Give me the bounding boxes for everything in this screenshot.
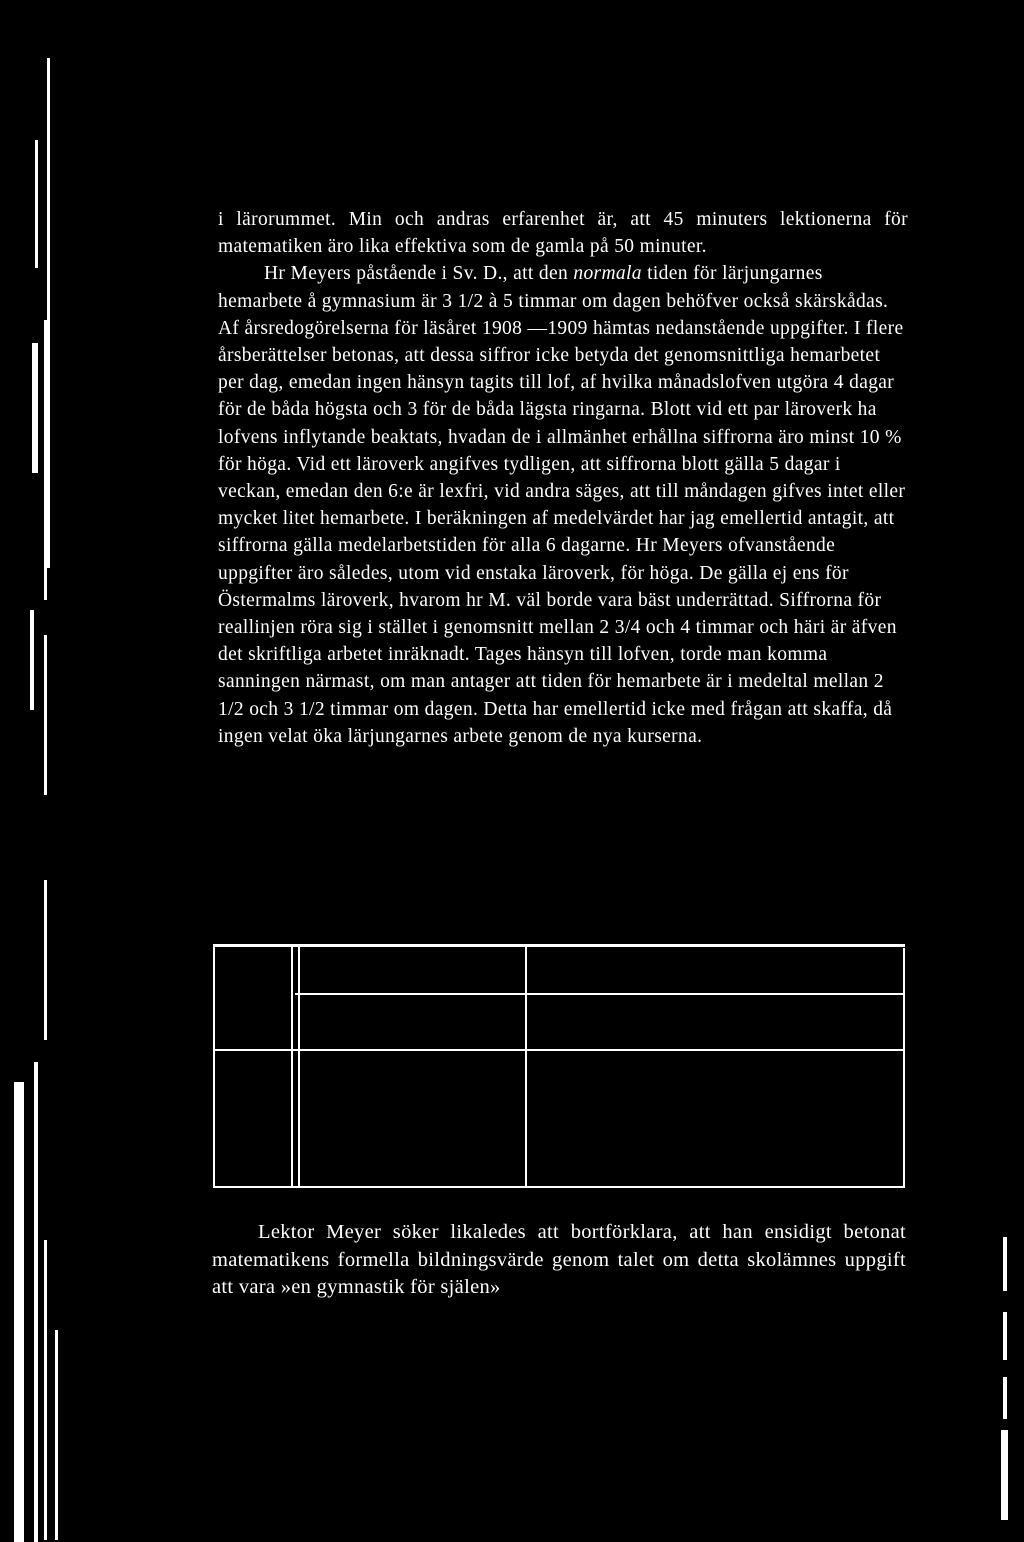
table-column-rule [298, 944, 300, 1188]
paragraph [218, 260, 908, 750]
table-rule-bottom [213, 1186, 905, 1188]
scan-edge-line [1001, 1430, 1008, 1520]
scan-edge-line [47, 58, 50, 568]
scan-edge-line [14, 1082, 24, 1542]
scan-edge-line [1003, 1377, 1007, 1419]
body-text [218, 206, 908, 750]
paragraph: i lärorummet. Min och andras erfarenhet är, att 45 minuters lektionerna för matematiken äro lika effektiva som de gamla på 50 minuter. [218, 209, 908, 258]
scan-edge-line [1003, 1237, 1007, 1291]
scan-edge-line [30, 610, 34, 710]
closing-text [212, 1219, 906, 1302]
table-column-rule [291, 944, 293, 1188]
table-rule-header [215, 1049, 905, 1051]
paragraph: Lektor Meyer söker likaledes att bortförklara, att han ensidigt betonat matematikens formella bildningsvärde genom talet om detta skolämnes uppgift att vara »en gymnastik för själen» [212, 1221, 906, 1299]
table-rule-top [213, 944, 905, 947]
table-column-rule [525, 944, 527, 1188]
table-frame [213, 944, 905, 1188]
paragraph-text: tiden för lärjungarnes hemarbete å gymnasium är 3 1/2 à 5 timmar om dagen behöfver också skärskådas. Af årsredogörelserna för läsåret 1908 —1909 hämtas nedanstående uppgifter. I flere årsberättelser betonas, att dessa siffror icke betyda det genomsnittliga hemarbetet per dag, emedan ingen hänsyn tagits till lof, af hvilka månadslofven utgöra 4 dagar för de båda högsta och 3 för de båda lägsta ringarna. Blott vid ett par läroverk ha lofvens inflytande beaktats, hvadan de i allmänhet erhållna siffrorna äro minst 10 % för höga. Vid ett läroverk angifves tydligen, att siffrorna blott gälla 5 dagar i veckan, emedan den 6:e är lexfri, vid andra säges, att till måndagen gifves intet eller mycket litet hemarbete. I beräkningen af medelvärdet har jag emellertid antagit, att siffrorna gälla medelarbetstiden för alla 6 dagarne. Hr Meyers ofvanstående uppgifter äro således, utom vid enstaka läroverk, för höga. De gälla ej ens för Östermalms läroverk, hvarom hr M. väl borde vara bäst underrättad. Siffrorna för reallinjen röra sig i stället i genomsnitt mellan 2 3/4 och 4 timmar och häri är äfven det skriftliga arbetet inräknadt. Tages hänsyn till lofven, torde man komma sanningen närmast, om man antager att tiden för hemarbete är i medeltal mellan 2 1/2 och 3 1/2 timmar om dagen. Detta har emellertid icke med frågan att skaffa, då ingen velat öka lärjungarnes arbete genom de nya kurserna. [218, 263, 906, 747]
scan-edge-line [32, 343, 38, 473]
scan-edge-line [1003, 1312, 1007, 1360]
scan-edge-line [44, 635, 47, 795]
scan-edge-line [34, 1062, 38, 1542]
table-column-rule [213, 944, 215, 1188]
table-column-rule [903, 948, 905, 1188]
scan-edge-line [44, 880, 47, 1040]
scan-edge-line [55, 1330, 58, 1540]
scan-edge-line [35, 140, 38, 268]
emphasized-word: normala [573, 263, 642, 285]
scan-edge-line [44, 1240, 47, 1540]
table-rule-sub [295, 993, 905, 995]
scan-edge-line [44, 320, 47, 600]
paragraph-text: Hr Meyers påstående i Sv. D., att den [264, 263, 574, 285]
